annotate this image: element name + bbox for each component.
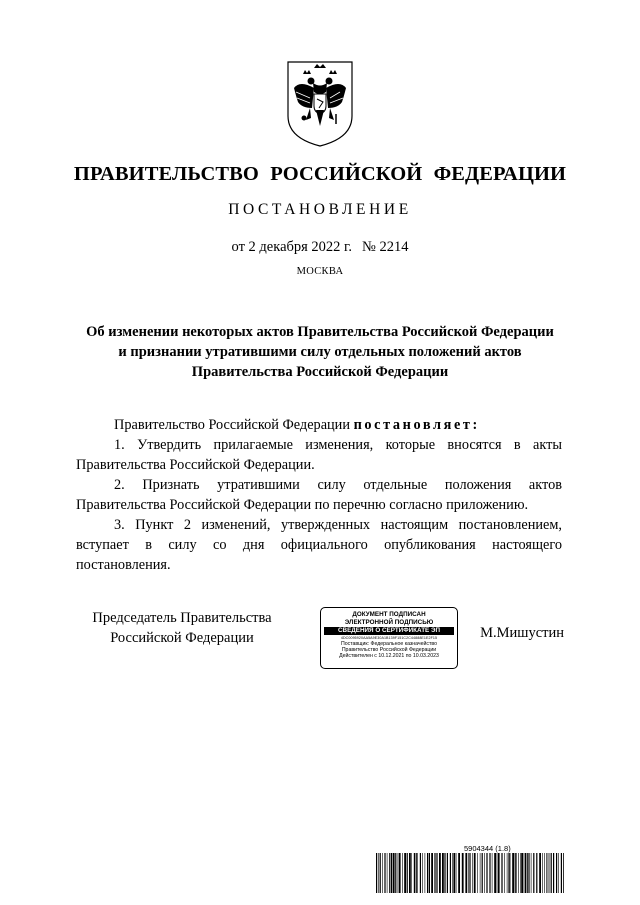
coat-of-arms-icon — [284, 58, 356, 148]
signer-name: М.Мишустин — [480, 625, 564, 641]
document-subject — [60, 322, 580, 382]
government-title: ПРАВИТЕЛЬСТВО РОССИЙСКОЙ ФЕДЕРАЦИИ — [73, 163, 567, 185]
barcode-number: 5904344 (1.8) — [464, 844, 511, 853]
subject-line-1: Об изменении некоторых актов Правительства Российской Федерации — [86, 324, 554, 340]
document-city: МОСКВА — [296, 266, 344, 277]
stamp-title-line-1: ДОКУМЕНТ ПОДПИСАН — [352, 611, 426, 618]
decree-item-2: 2. Признать утратившими силу отдельные положения актов Правительства Российской Федерации по перечню согласно приложению. — [76, 477, 562, 513]
electronic-signature-stamp — [320, 607, 458, 669]
stamp-issuer-line-1: Поставщик: Федеральное казначейство — [341, 641, 437, 647]
stamp-cert-serial: 4DC0095920AA5A9E30A1B139F151C2C44888E1E2F15 — [340, 636, 438, 640]
document-type: ПОСТАНОВЛЕНИЕ — [228, 201, 412, 218]
decree-item-1: 1. Утвердить прилагаемые изменения, которые вносятся в акты Правительства Российской Федерации. — [76, 437, 562, 473]
signer-position-line-1: Председатель Правительства — [92, 610, 272, 626]
decree-intro — [76, 415, 562, 435]
decree-item-3: 3. Пункт 2 изменений, утвержденных настоящим постановлением, вступает в силу со дня официального опубликования настоящего постановления. — [76, 517, 562, 573]
stamp-title-line-2: ЭЛЕКТРОННОЙ ПОДПИСЬЮ — [344, 618, 434, 626]
document-date: от 2 декабря 2022 г. — [231, 239, 352, 255]
decree-intro-text: Правительство Российской Федерации — [114, 417, 350, 433]
signer-position-line-2: Российской Федерации — [110, 630, 254, 646]
subject-line-3: Правительства Российской Федерации — [191, 364, 449, 380]
date-and-number — [0, 239, 640, 256]
document-body — [76, 415, 562, 575]
subject-line-2: и признании утратившими силу отдельных положений актов — [118, 344, 522, 360]
barcode-icon — [376, 853, 564, 893]
document-number: № 2214 — [362, 239, 409, 255]
signer-position — [72, 608, 292, 648]
stamp-issuer-line-2: Правительство Российской Федерации — [341, 647, 437, 654]
decree-word: постановляет: — [353, 417, 480, 433]
stamp-cert-header: СВЕДЕНИЯ О СЕРТИФИКАТЕ ЭП — [324, 627, 454, 635]
stamp-validity: Действителен с 10.12.2021 по 10.03.2023 — [339, 653, 439, 660]
